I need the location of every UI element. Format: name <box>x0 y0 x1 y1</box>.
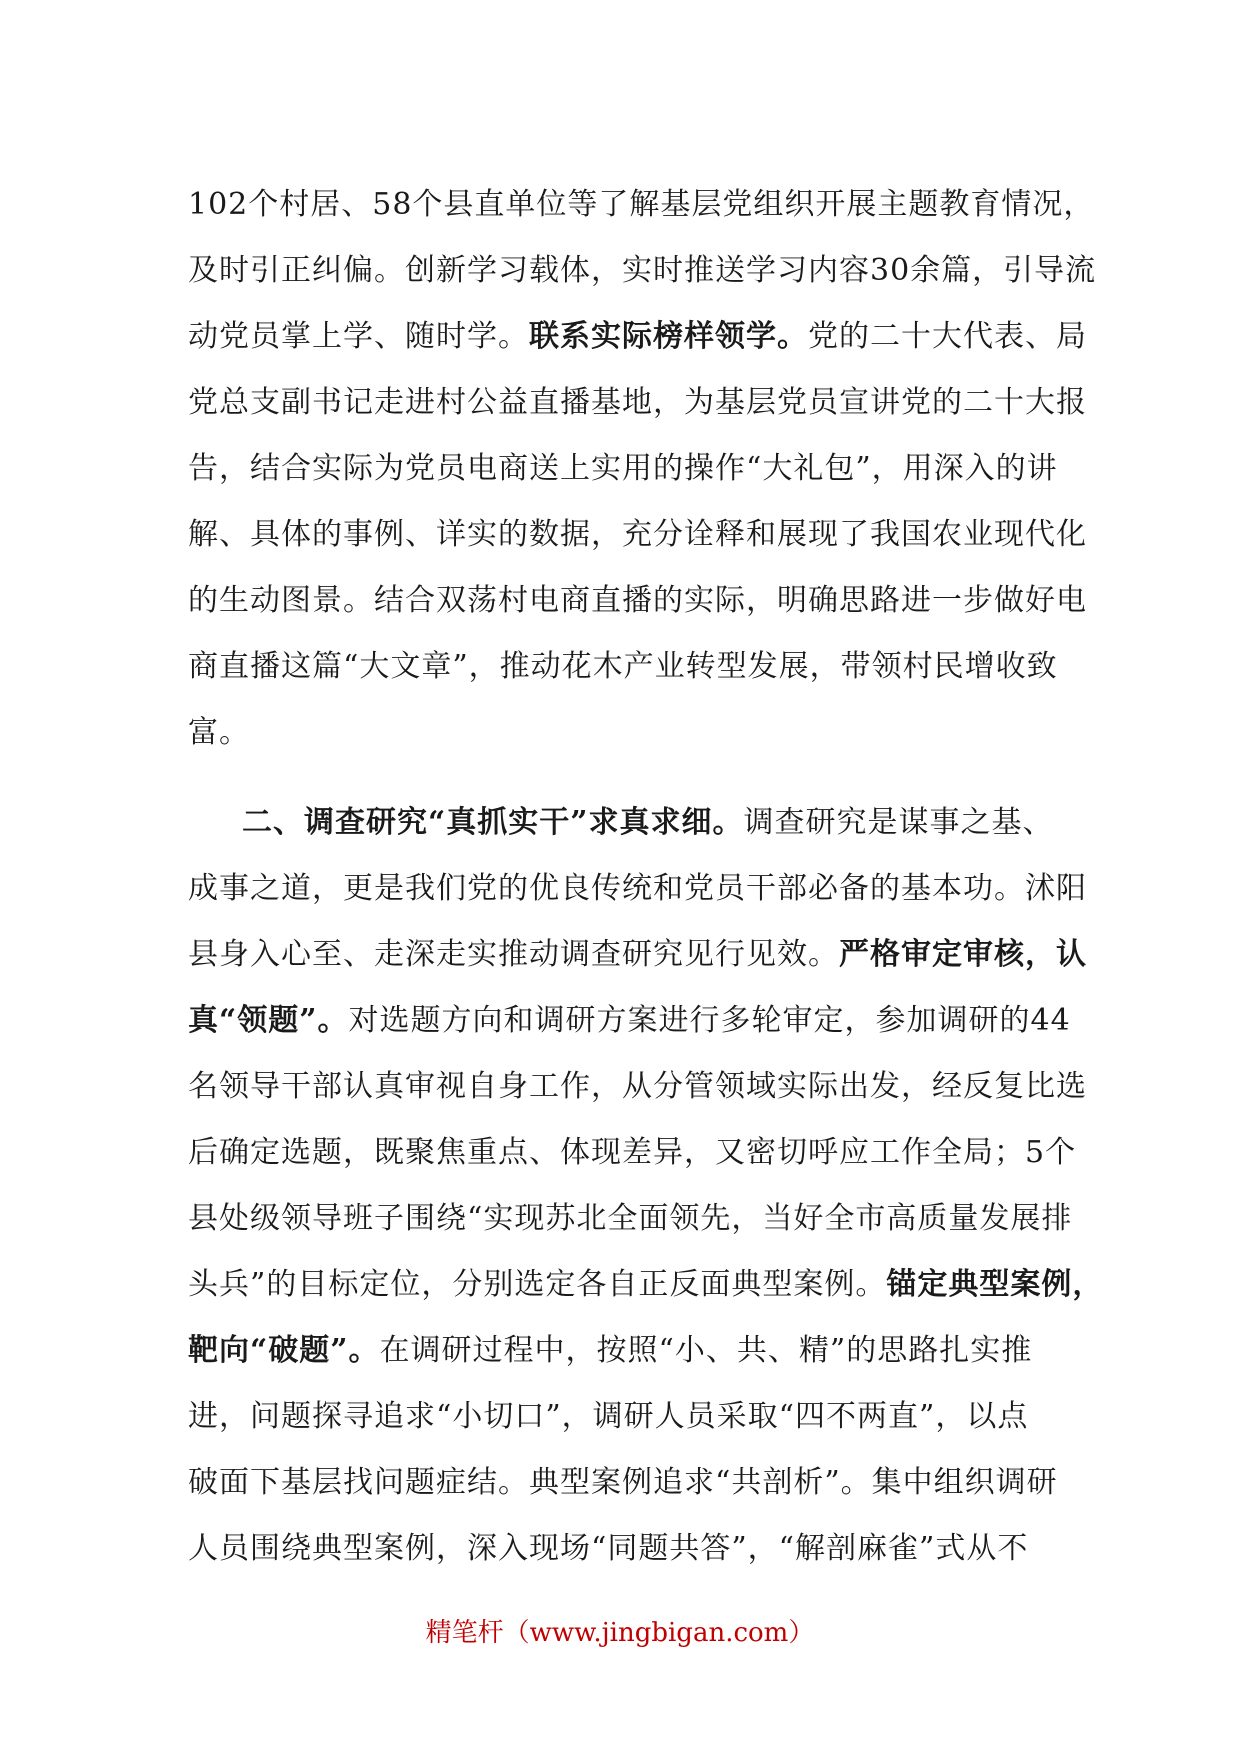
text-span: 告，结合实际为党员电商送上实用的操作“大礼包”，用深入的讲 <box>188 451 1058 486</box>
bold-heading: 严格审定审核，认 <box>839 937 1087 972</box>
paragraph-gap <box>188 766 1052 790</box>
text-span: 县身入心至、走深走实推动调查研究见行见效。 <box>188 937 839 972</box>
section-heading: 二、调查研究“真抓实干”求真求细。 <box>242 805 744 840</box>
text-span: 成事之道，更是我们党的优良传统和党员干部必备的基本功。沭阳 <box>188 871 1087 906</box>
text-span: 在调研过程中，按照“小、共、精”的思路扎实推 <box>379 1333 1033 1368</box>
footer-watermark-link[interactable]: 精笔杆（www.jingbigan.com） <box>425 1618 815 1648</box>
text-span: 名领导干部认真审视自身工作，从分管领域实际出发，经反复比选 <box>188 1069 1087 1104</box>
text-line <box>188 922 1087 988</box>
text-span: 及时引正纠偏。创新学习载体，实时推送学习内容30余篇，引导流 <box>188 253 1097 288</box>
text-line <box>188 238 1097 304</box>
text-line <box>188 304 1087 370</box>
text-span: 调查研究是谋事之基、 <box>743 805 1054 840</box>
text-span: 102个村居、58个县直单位等了解基层党组织开展主题教育情况， <box>188 187 1095 222</box>
text-span: 进，问题探寻追求“小切口”，调研人员采取“四不两直”，以点 <box>188 1399 1029 1434</box>
text-span: 人员围绕典型案例，深入现场“同题共答”，“解剖麻雀”式从不 <box>188 1531 1029 1566</box>
text-line <box>188 1318 1052 1384</box>
bold-heading: 真“领题”。 <box>188 1003 349 1038</box>
text-line <box>188 1450 1058 1516</box>
text-line <box>188 1054 1087 1120</box>
text-line <box>188 436 1058 502</box>
text-line <box>188 502 1087 568</box>
paragraph-2 <box>188 790 1104 1582</box>
body-text <box>188 172 1104 1582</box>
text-span: 动党员掌上学、随时学。 <box>188 319 529 354</box>
text-line <box>188 370 1087 436</box>
text-line <box>188 856 1087 922</box>
text-span: 党总支副书记走进村公益直播基地，为基层党员宣讲党的二十大报 <box>188 385 1087 420</box>
text-line <box>188 634 1058 700</box>
text-span: 县处级领导班子围绕“实现苏北全面领先，当好全市高质量发展排 <box>188 1201 1073 1236</box>
bold-heading: 锚定典型案例， <box>886 1267 1104 1302</box>
text-line <box>188 1252 1104 1318</box>
text-line <box>188 988 1071 1054</box>
text-line <box>188 1120 1077 1186</box>
text-span: 的生动图景。结合双荡村电商直播的实际，明确思路进一步做好电 <box>188 583 1087 618</box>
text-span: 商直播这篇“大文章”，推动花木产业转型发展，带领村民增收致 <box>188 649 1058 684</box>
text-span: 解、具体的事例、详实的数据，充分诠释和展现了我国农业现代化 <box>188 517 1087 552</box>
text-span: 党的二十大代表、局 <box>808 319 1087 354</box>
bold-heading: 联系实际榜样领学。 <box>529 319 808 354</box>
text-span: 后确定选题，既聚焦重点、体现差异，又密切呼应工作全局；5个 <box>188 1135 1077 1170</box>
bold-heading: 靶向“破题”。 <box>188 1333 380 1368</box>
text-line <box>188 1516 1052 1582</box>
text-line <box>188 1384 1052 1450</box>
text-line <box>188 700 1052 766</box>
text-line <box>188 1186 1073 1252</box>
text-span: 对选题方向和调研方案进行多轮审定，参加调研的44 <box>348 1003 1071 1038</box>
text-span: 富。 <box>188 715 250 750</box>
text-line <box>188 568 1087 634</box>
text-span: 破面下基层找问题症结。典型案例追求“共剖析”。集中组织调研 <box>188 1465 1058 1500</box>
paragraph-1 <box>188 172 1097 766</box>
text-line <box>188 172 1095 238</box>
text-line <box>188 790 1052 856</box>
text-span: 头兵”的目标定位，分别选定各自正反面典型案例。 <box>188 1267 887 1302</box>
